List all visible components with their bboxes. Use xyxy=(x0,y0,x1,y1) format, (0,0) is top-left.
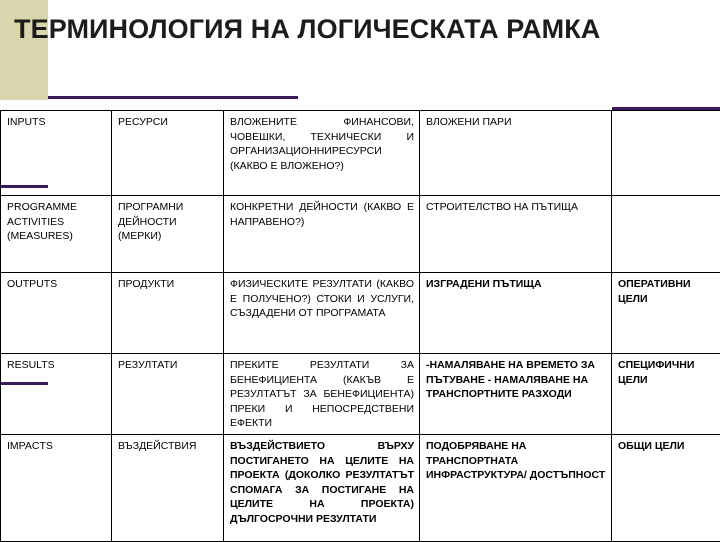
term-en-cell: PROGRAMME ACTIVITIES (MEASURES) xyxy=(1,196,112,273)
table-row xyxy=(1,354,720,435)
page-title: ТЕРМИНОЛОГИЯ НА ЛОГИЧЕСКАТА РАМКА xyxy=(14,14,600,45)
example-cell: ВЛОЖЕНИ ПАРИ xyxy=(420,111,612,196)
logframe-table xyxy=(0,110,720,542)
term-en-cell: RESULTS xyxy=(1,354,112,435)
example-cell: -НАМАЛЯВАНЕ НА ВРЕМЕТО ЗА ПЪТУВАНЕ - НАМАЛЯВАНЕ НА ТРАНСПОРТНИТЕ РАЗХОДИ xyxy=(420,354,612,435)
term-bg-cell: ВЪЗДЕЙСТВИЯ xyxy=(112,435,224,542)
example-cell: СТРОИТЕЛСТВО НА ПЪТИЩА xyxy=(420,196,612,273)
table-row xyxy=(1,435,720,542)
table-row xyxy=(1,273,720,354)
term-en-cell: IMPACTS xyxy=(1,435,112,542)
term-bg-cell: РЕСУРСИ xyxy=(112,111,224,196)
objective-cell: ОБЩИ ЦЕЛИ xyxy=(612,435,720,542)
term-en-cell: INPUTS xyxy=(1,111,112,196)
term-bg-cell: ПРОГРАМНИ ДЕЙНОСТИ (МЕРКИ) xyxy=(112,196,224,273)
term-bg-cell: РЕЗУЛТАТИ xyxy=(112,354,224,435)
table-row xyxy=(1,196,720,273)
objective-cell xyxy=(612,111,720,196)
objective-cell: ОПЕРАТИВНИ ЦЕЛИ xyxy=(612,273,720,354)
table-row xyxy=(1,111,720,196)
decorative-line-top xyxy=(48,96,298,99)
definition-cell: ВЪЗДЕЙСТВИЕТО ВЪРХУ ПОСТИГАНЕТО НА ЦЕЛИТЕ НА ПРОЕКТА (ДОКОЛКО РЕЗУЛТАТЪТ СПОМАГА ЗА ПОСТИГАНЕ НА ЦЕЛИТЕ НА ПРОЕКТА) ДЪЛГОСРОЧНИ РЕЗУЛТАТИ xyxy=(224,435,420,542)
term-bg-cell: ПРОДУКТИ xyxy=(112,273,224,354)
definition-cell: КОНКРЕТНИ ДЕЙНОСТИ (КАКВО Е НАПРАВЕНО?) xyxy=(224,196,420,273)
definition-cell: ФИЗИЧЕСКИТЕ РЕЗУЛТАТИ (КАКВО Е ПОЛУЧЕНО?) СТОКИ И УСЛУГИ, СЪЗДАДЕНИ ОТ ПРОГРАМАТА xyxy=(224,273,420,354)
term-en-cell: OUTPUTS xyxy=(1,273,112,354)
objective-cell: СПЕЦИФИЧНИ ЦЕЛИ xyxy=(612,354,720,435)
objective-cell xyxy=(612,196,720,273)
definition-cell: ВЛОЖЕНИТЕ ФИНАНСОВИ, ЧОВЕШКИ, ТЕХНИЧЕСКИ И ОРГАНИЗАЦИОННИРЕСУРСИ (КАКВО Е ВЛОЖЕНО?) xyxy=(224,111,420,196)
example-cell: ПОДОБРЯВАНЕ НА ТРАНСПОРТНАТА ИНФРАСТРУКТУРА/ ДОСТЪПНОСТ xyxy=(420,435,612,542)
definition-cell: ПРЕКИТЕ РЕЗУЛТАТИ ЗА БЕНЕФИЦИЕНТА (КАКЪВ Е РЕЗУЛТАТЪТ ЗА БЕНЕФИЦИЕНТА) ПРЕКИ И НЕПОСРЕДСТВЕНИ ЕФЕКТИ xyxy=(224,354,420,435)
example-cell: ИЗГРАДЕНИ ПЪТИЩА xyxy=(420,273,612,354)
